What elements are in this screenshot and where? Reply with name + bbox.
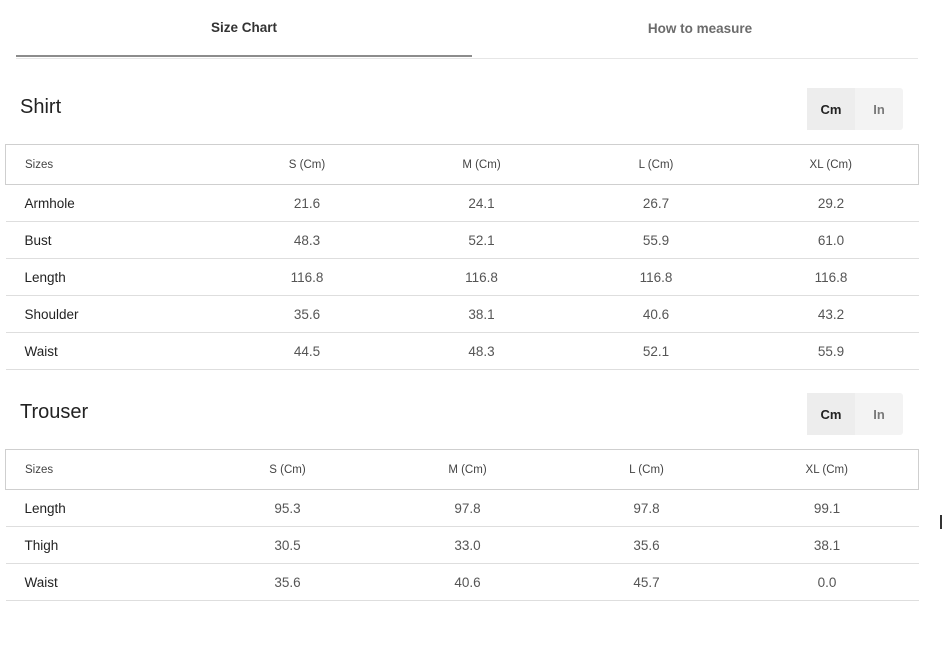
trouser-unit-toggle — [807, 393, 903, 435]
column-header-l: L (Cm) — [558, 450, 736, 490]
cell-value: 97.8 — [378, 490, 558, 527]
cell-value: 116.8 — [744, 259, 919, 296]
column-header-xl: XL (Cm) — [736, 450, 919, 490]
tab-bar — [16, 0, 918, 59]
cell-value: 35.6 — [558, 527, 736, 564]
table-header-row — [6, 145, 919, 185]
table-row — [6, 527, 919, 564]
cell-value: 26.7 — [569, 185, 744, 222]
trouser-unit-cm-button[interactable]: Cm — [807, 393, 855, 435]
column-header-sizes: Sizes — [6, 145, 220, 185]
column-header-m: M (Cm) — [378, 450, 558, 490]
row-label: Waist — [6, 564, 198, 601]
table-row — [6, 185, 919, 222]
tab-size-chart[interactable]: Size Chart — [16, 0, 472, 57]
cell-value: 38.1 — [395, 296, 569, 333]
row-label: Length — [6, 490, 198, 527]
row-label: Length — [6, 259, 220, 296]
cell-value: 30.5 — [198, 527, 378, 564]
column-header-sizes: Sizes — [6, 450, 198, 490]
cell-value: 116.8 — [395, 259, 569, 296]
cell-value: 116.8 — [220, 259, 395, 296]
cell-value: 35.6 — [198, 564, 378, 601]
column-header-xl: XL (Cm) — [744, 145, 919, 185]
cell-value: 55.9 — [569, 222, 744, 259]
cell-value: 52.1 — [569, 333, 744, 370]
shirt-section-title: Shirt — [20, 96, 62, 118]
row-label: Armhole — [6, 185, 220, 222]
table-row — [6, 222, 919, 259]
cell-value: 35.6 — [220, 296, 395, 333]
trouser-unit-in-button[interactable]: In — [873, 406, 885, 422]
table-header-row — [6, 450, 919, 490]
column-header-m: M (Cm) — [395, 145, 569, 185]
cell-value: 48.3 — [395, 333, 569, 370]
cell-value: 40.6 — [378, 564, 558, 601]
row-label: Thigh — [6, 527, 198, 564]
column-header-s: S (Cm) — [220, 145, 395, 185]
column-header-s: S (Cm) — [198, 450, 378, 490]
cell-value: 38.1 — [736, 527, 919, 564]
row-label: Shoulder — [6, 296, 220, 333]
cell-value: 44.5 — [220, 333, 395, 370]
trouser-size-table — [5, 449, 919, 601]
column-header-l: L (Cm) — [569, 145, 744, 185]
cell-value: 0.0 — [736, 564, 919, 601]
tab-how-to-measure[interactable]: How to measure — [647, 21, 753, 36]
cell-value: 43.2 — [744, 296, 919, 333]
table-row — [6, 564, 919, 601]
shirt-unit-toggle — [807, 88, 903, 130]
cell-value: 97.8 — [558, 490, 736, 527]
cell-value: 61.0 — [744, 222, 919, 259]
cell-value: 29.2 — [744, 185, 919, 222]
row-label: Bust — [6, 222, 220, 259]
cell-value: 40.6 — [569, 296, 744, 333]
table-row — [6, 259, 919, 296]
cell-value: 99.1 — [736, 490, 919, 527]
shirt-unit-cm-button[interactable]: Cm — [807, 88, 855, 130]
table-row — [6, 296, 919, 333]
shirt-size-table — [5, 144, 919, 370]
cell-value: 116.8 — [569, 259, 744, 296]
shirt-unit-in-button[interactable]: In — [873, 101, 885, 117]
cell-value: 21.6 — [220, 185, 395, 222]
cell-value: 24.1 — [395, 185, 569, 222]
table-row — [6, 333, 919, 370]
cell-value: 48.3 — [220, 222, 395, 259]
table-row — [6, 490, 919, 527]
cell-value: 52.1 — [395, 222, 569, 259]
cell-value: 45.7 — [558, 564, 736, 601]
cell-value: 55.9 — [744, 333, 919, 370]
cell-value: 33.0 — [378, 527, 558, 564]
cell-value: 95.3 — [198, 490, 378, 527]
row-label: Waist — [6, 333, 220, 370]
trouser-section-title: Trouser — [20, 401, 89, 423]
